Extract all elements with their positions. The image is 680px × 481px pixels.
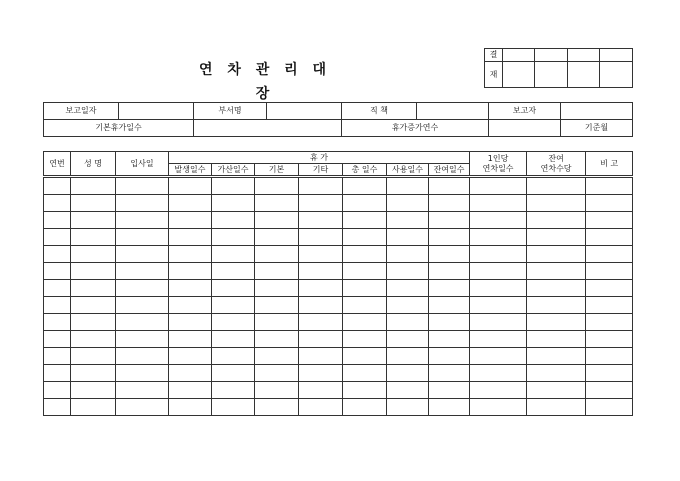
table-row <box>44 331 633 348</box>
table-cell[interactable] <box>387 399 429 416</box>
table-cell[interactable] <box>255 280 299 297</box>
table-cell[interactable] <box>212 229 255 246</box>
table-cell[interactable] <box>44 382 71 399</box>
table-cell[interactable] <box>212 280 255 297</box>
table-cell[interactable] <box>586 297 633 314</box>
field-reporter[interactable] <box>561 103 633 120</box>
table-cell[interactable] <box>116 263 169 280</box>
table-cell[interactable] <box>255 297 299 314</box>
table-cell[interactable] <box>71 246 116 263</box>
info-table <box>43 102 633 137</box>
table-cell[interactable] <box>586 263 633 280</box>
table-cell[interactable] <box>470 348 527 365</box>
table-cell[interactable] <box>343 331 387 348</box>
table-cell[interactable] <box>299 399 343 416</box>
table-cell[interactable] <box>44 280 71 297</box>
table-cell[interactable] <box>586 246 633 263</box>
subheader-other: 기타 <box>299 164 343 177</box>
table-cell[interactable] <box>169 229 212 246</box>
approval-label-top: 결 <box>485 49 503 62</box>
table-cell[interactable] <box>116 382 169 399</box>
table-cell[interactable] <box>470 263 527 280</box>
table-cell[interactable] <box>387 314 429 331</box>
label-leave-increase-years: 휴가증가연수 <box>342 120 489 137</box>
table-cell[interactable] <box>387 365 429 382</box>
table-cell[interactable] <box>470 399 527 416</box>
table-cell[interactable] <box>299 263 343 280</box>
approval-sign-cell[interactable] <box>600 62 633 88</box>
table-cell[interactable] <box>343 263 387 280</box>
table-cell[interactable] <box>470 212 527 229</box>
subheader-total-days: 총 일수 <box>343 164 387 177</box>
table-cell[interactable] <box>299 212 343 229</box>
table-cell[interactable] <box>470 229 527 246</box>
table-cell[interactable] <box>387 297 429 314</box>
table-cell[interactable] <box>429 212 470 229</box>
table-cell[interactable] <box>44 195 71 212</box>
approval-cell[interactable] <box>503 49 535 62</box>
table-cell[interactable] <box>343 177 387 195</box>
table-cell[interactable] <box>429 263 470 280</box>
table-cell[interactable] <box>527 177 586 195</box>
table-cell[interactable] <box>116 177 169 195</box>
table-cell[interactable] <box>586 280 633 297</box>
table-row <box>44 229 633 246</box>
table-cell[interactable] <box>387 195 429 212</box>
table-cell[interactable] <box>44 331 71 348</box>
table-cell[interactable] <box>169 331 212 348</box>
table-cell[interactable] <box>169 177 212 195</box>
table-cell[interactable] <box>429 229 470 246</box>
table-cell[interactable] <box>387 229 429 246</box>
header-leave: 휴 가 <box>169 152 470 164</box>
approval-sign-cell[interactable] <box>568 62 600 88</box>
table-cell[interactable] <box>527 263 586 280</box>
table-cell[interactable] <box>44 229 71 246</box>
table-cell[interactable] <box>212 331 255 348</box>
leave-table <box>43 151 633 416</box>
table-cell[interactable] <box>255 382 299 399</box>
table-row <box>44 212 633 229</box>
table-cell[interactable] <box>44 263 71 280</box>
table-cell[interactable] <box>116 348 169 365</box>
table-row <box>44 399 633 416</box>
header-remaining-pay: 잔여 연차수당 <box>527 152 586 177</box>
table-cell[interactable] <box>169 297 212 314</box>
table-cell[interactable] <box>299 348 343 365</box>
field-base-leave-days[interactable] <box>194 120 342 137</box>
table-cell[interactable] <box>212 365 255 382</box>
header-name: 성 명 <box>71 152 116 177</box>
table-cell[interactable] <box>71 177 116 195</box>
page-title: 연 차 관 리 대 장 <box>198 62 332 102</box>
table-cell[interactable] <box>212 263 255 280</box>
table-cell[interactable] <box>343 399 387 416</box>
table-cell[interactable] <box>169 263 212 280</box>
table-cell[interactable] <box>116 229 169 246</box>
table-cell[interactable] <box>71 399 116 416</box>
table-cell[interactable] <box>343 280 387 297</box>
table-cell[interactable] <box>343 365 387 382</box>
table-cell[interactable] <box>470 177 527 195</box>
table-cell[interactable] <box>44 399 71 416</box>
table-row <box>44 195 633 212</box>
table-cell[interactable] <box>429 348 470 365</box>
table-cell[interactable] <box>44 177 71 195</box>
table-row <box>44 382 633 399</box>
table-cell[interactable] <box>387 382 429 399</box>
table-cell[interactable] <box>71 297 116 314</box>
table-cell[interactable] <box>169 348 212 365</box>
table-cell[interactable] <box>44 348 71 365</box>
label-report-date: 보고일자 <box>44 103 119 120</box>
label-base-leave-days: 기본휴가일수 <box>44 120 194 137</box>
table-cell[interactable] <box>470 297 527 314</box>
label-base-month: 기준월 <box>561 120 633 137</box>
table-cell[interactable] <box>527 314 586 331</box>
table-cell[interactable] <box>586 365 633 382</box>
header-per-day: 1인당 연차일수 <box>470 152 527 177</box>
table-cell[interactable] <box>387 177 429 195</box>
table-cell[interactable] <box>299 314 343 331</box>
table-cell[interactable] <box>299 331 343 348</box>
table-cell[interactable] <box>169 195 212 212</box>
table-cell[interactable] <box>429 314 470 331</box>
table-cell[interactable] <box>527 365 586 382</box>
table-cell[interactable] <box>586 314 633 331</box>
table-cell[interactable] <box>169 212 212 229</box>
table-cell[interactable] <box>299 382 343 399</box>
table-cell[interactable] <box>470 382 527 399</box>
table-cell[interactable] <box>586 331 633 348</box>
table-cell[interactable] <box>255 212 299 229</box>
field-leave-increase-years[interactable] <box>489 120 561 137</box>
approval-cell[interactable] <box>535 49 568 62</box>
table-cell[interactable] <box>299 177 343 195</box>
table-cell[interactable] <box>527 348 586 365</box>
table-cell[interactable] <box>169 365 212 382</box>
label-reporter: 보고자 <box>489 103 561 120</box>
table-row <box>44 297 633 314</box>
table-cell[interactable] <box>169 314 212 331</box>
header-note: 비 고 <box>586 152 633 177</box>
table-cell[interactable] <box>71 382 116 399</box>
table-cell[interactable] <box>212 177 255 195</box>
label-department: 부서명 <box>194 103 267 120</box>
table-cell[interactable] <box>470 246 527 263</box>
table-cell[interactable] <box>586 348 633 365</box>
table-cell[interactable] <box>586 382 633 399</box>
field-department[interactable] <box>267 103 342 120</box>
table-cell[interactable] <box>343 314 387 331</box>
label-position: 직 책 <box>342 103 417 120</box>
table-cell[interactable] <box>44 314 71 331</box>
table-cell[interactable] <box>527 297 586 314</box>
table-row <box>44 263 633 280</box>
table-cell[interactable] <box>343 246 387 263</box>
table-cell[interactable] <box>527 382 586 399</box>
table-cell[interactable] <box>44 297 71 314</box>
table-cell[interactable] <box>586 229 633 246</box>
table-cell[interactable] <box>71 331 116 348</box>
table-cell[interactable] <box>527 229 586 246</box>
table-cell[interactable] <box>169 399 212 416</box>
table-cell[interactable] <box>387 331 429 348</box>
table-cell[interactable] <box>470 314 527 331</box>
table-cell[interactable] <box>429 382 470 399</box>
header-seq: 연번 <box>44 152 71 177</box>
subheader-used-days: 사용일수 <box>387 164 429 177</box>
table-cell[interactable] <box>429 365 470 382</box>
table-cell[interactable] <box>343 348 387 365</box>
table-cell[interactable] <box>527 399 586 416</box>
table-cell[interactable] <box>116 280 169 297</box>
subheader-remaining-days: 잔여일수 <box>429 164 470 177</box>
table-cell[interactable] <box>586 212 633 229</box>
table-cell[interactable] <box>116 195 169 212</box>
table-cell[interactable] <box>343 229 387 246</box>
subheader-occurred-days: 발생일수 <box>169 164 212 177</box>
table-cell[interactable] <box>527 280 586 297</box>
table-cell[interactable] <box>255 348 299 365</box>
table-cell[interactable] <box>429 280 470 297</box>
table-cell[interactable] <box>212 246 255 263</box>
table-cell[interactable] <box>71 365 116 382</box>
table-cell[interactable] <box>212 348 255 365</box>
table-cell[interactable] <box>255 314 299 331</box>
table-cell[interactable] <box>299 297 343 314</box>
table-cell[interactable] <box>470 331 527 348</box>
table-cell[interactable] <box>299 195 343 212</box>
table-cell[interactable] <box>255 177 299 195</box>
table-cell[interactable] <box>255 399 299 416</box>
table-cell[interactable] <box>343 382 387 399</box>
table-cell[interactable] <box>255 263 299 280</box>
table-cell[interactable] <box>387 263 429 280</box>
table-cell[interactable] <box>470 195 527 212</box>
table-cell[interactable] <box>387 348 429 365</box>
approval-label-bottom: 재 <box>485 62 503 88</box>
table-cell[interactable] <box>343 212 387 229</box>
table-cell[interactable] <box>470 365 527 382</box>
table-row <box>44 348 633 365</box>
table-cell[interactable] <box>71 212 116 229</box>
table-row <box>44 246 633 263</box>
table-row <box>44 177 633 195</box>
table-cell[interactable] <box>586 177 633 195</box>
table-cell[interactable] <box>255 229 299 246</box>
table-cell[interactable] <box>44 246 71 263</box>
table-cell[interactable] <box>255 331 299 348</box>
table-cell[interactable] <box>387 212 429 229</box>
table-cell[interactable] <box>586 195 633 212</box>
table-cell[interactable] <box>387 246 429 263</box>
table-cell[interactable] <box>116 314 169 331</box>
table-cell[interactable] <box>255 246 299 263</box>
table-cell[interactable] <box>71 229 116 246</box>
table-cell[interactable] <box>299 246 343 263</box>
table-cell[interactable] <box>429 331 470 348</box>
approval-sign-cell[interactable] <box>503 62 535 88</box>
field-report-date[interactable] <box>119 103 194 120</box>
table-cell[interactable] <box>212 212 255 229</box>
table-cell[interactable] <box>343 195 387 212</box>
approval-sign-cell[interactable] <box>535 62 568 88</box>
field-position[interactable] <box>417 103 489 120</box>
table-row <box>44 280 633 297</box>
table-cell[interactable] <box>429 246 470 263</box>
table-cell[interactable] <box>429 177 470 195</box>
table-cell[interactable] <box>470 280 527 297</box>
table-cell[interactable] <box>116 399 169 416</box>
table-cell[interactable] <box>387 280 429 297</box>
table-cell[interactable] <box>116 246 169 263</box>
table-cell[interactable] <box>71 263 116 280</box>
table-cell[interactable] <box>44 212 71 229</box>
table-cell[interactable] <box>71 348 116 365</box>
table-row <box>44 365 633 382</box>
table-cell[interactable] <box>169 280 212 297</box>
approval-cell[interactable] <box>568 49 600 62</box>
table-cell[interactable] <box>255 195 299 212</box>
subheader-basic: 기본 <box>255 164 299 177</box>
table-cell[interactable] <box>255 365 299 382</box>
table-cell[interactable] <box>116 297 169 314</box>
table-cell[interactable] <box>169 382 212 399</box>
table-cell[interactable] <box>212 195 255 212</box>
approval-box <box>484 48 633 88</box>
table-cell[interactable] <box>429 297 470 314</box>
table-cell[interactable] <box>116 212 169 229</box>
table-cell[interactable] <box>212 399 255 416</box>
table-cell[interactable] <box>429 195 470 212</box>
table-cell[interactable] <box>299 229 343 246</box>
table-cell[interactable] <box>527 331 586 348</box>
table-cell[interactable] <box>586 399 633 416</box>
table-cell[interactable] <box>212 382 255 399</box>
table-cell[interactable] <box>116 331 169 348</box>
table-cell[interactable] <box>527 195 586 212</box>
table-cell[interactable] <box>71 195 116 212</box>
table-cell[interactable] <box>212 297 255 314</box>
table-cell[interactable] <box>429 399 470 416</box>
table-row <box>44 314 633 331</box>
table-cell[interactable] <box>44 365 71 382</box>
table-cell[interactable] <box>299 365 343 382</box>
approval-cell[interactable] <box>600 49 633 62</box>
header-join-date: 입사일 <box>116 152 169 177</box>
table-cell[interactable] <box>527 212 586 229</box>
table-cell[interactable] <box>116 365 169 382</box>
table-cell[interactable] <box>527 246 586 263</box>
table-cell[interactable] <box>169 246 212 263</box>
table-cell[interactable] <box>71 314 116 331</box>
table-cell[interactable] <box>343 297 387 314</box>
table-cell[interactable] <box>299 280 343 297</box>
table-cell[interactable] <box>212 314 255 331</box>
subheader-added-days: 가산일수 <box>212 164 255 177</box>
table-cell[interactable] <box>71 280 116 297</box>
